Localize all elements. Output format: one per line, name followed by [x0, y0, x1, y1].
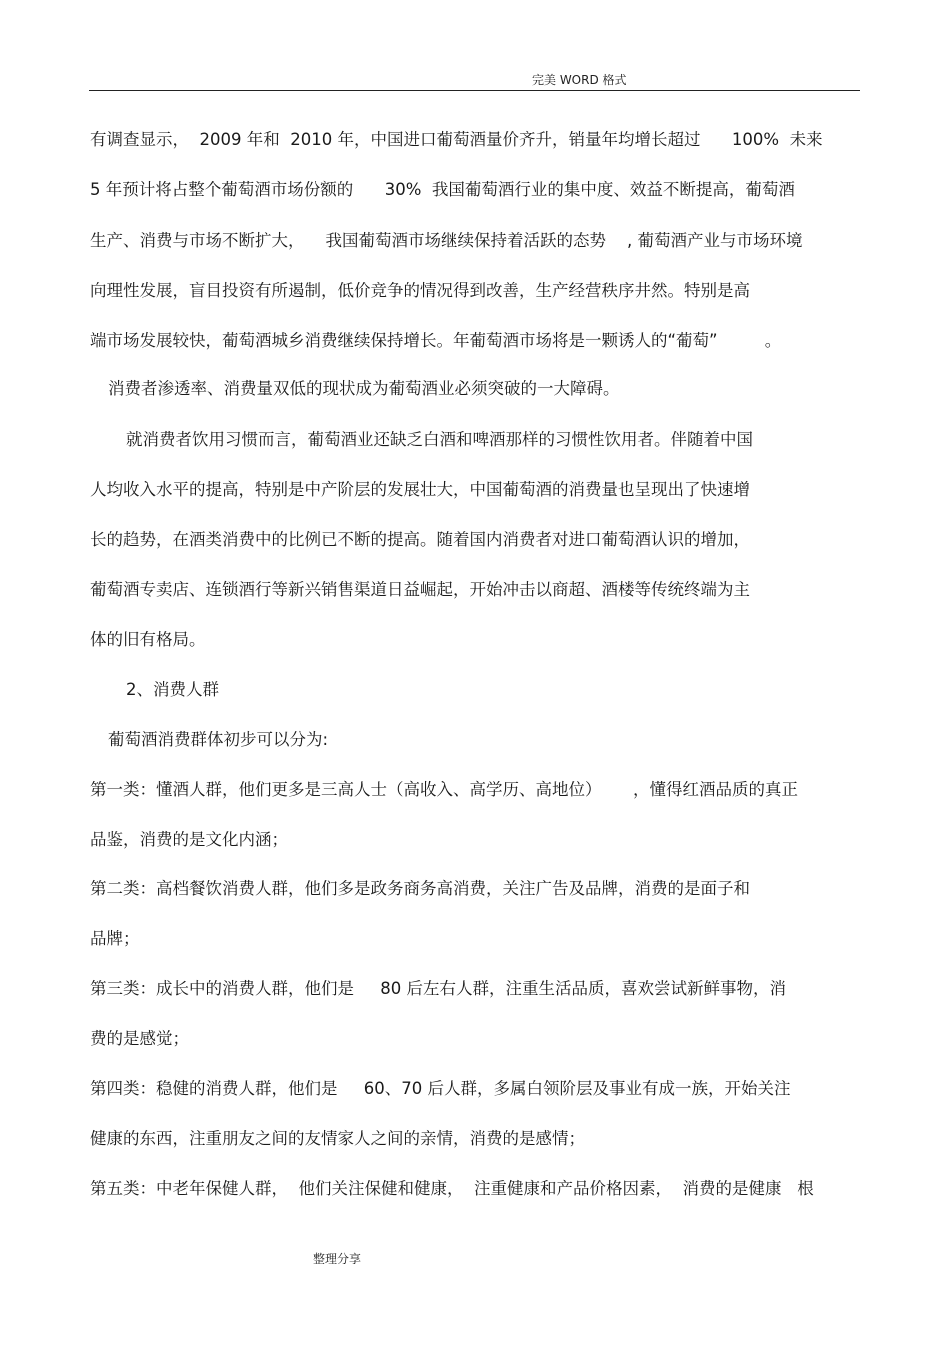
- paragraph-line: 品牌；: [90, 929, 140, 948]
- paragraph-line: 人均收入水平的提高，特别是中产阶层的发展壮大，中国葡萄酒的消费量也呈现出了快速增: [90, 480, 750, 499]
- section-heading: 2、消费人群: [126, 680, 219, 699]
- paragraph-line: 向理性发展，盲目投资有所遏制，低价竞争的情况得到改善，生产经营秩序井然。特别是高: [90, 281, 750, 300]
- page-footer: 整理分享: [313, 1252, 362, 1266]
- paragraph-line: 健康的东西，注重朋友之间的友情家人之间的亲情，消费的是感情；: [90, 1129, 585, 1148]
- paragraph-line: 消费者渗透率、消费量双低的现状成为葡萄酒业必须突破的一大障碍。: [108, 379, 620, 398]
- paragraph-line: 有调查显示， 2009 年和 2010 年，中国进口葡萄酒量价齐升，销量年均增长超过 100% 未来: [90, 130, 823, 149]
- paragraph-line: 费的是感觉；: [90, 1029, 189, 1048]
- page-header: 完美 WORD 格式: [532, 73, 627, 87]
- paragraph-line: 长的趋势，在酒类消费中的比例已不断的提高。随着国内消费者对进口葡萄酒认识的增加，: [90, 530, 750, 549]
- paragraph-line: 第二类：高档餐饮消费人群，他们多是政务商务高消费，关注广告及品牌，消费的是面子和: [90, 879, 750, 898]
- paragraph-line: 第五类：中老年保健人群， 他们关注保健和健康， 注重健康和产品价格因素， 消费的是健康 根: [90, 1179, 814, 1198]
- paragraph-line: 生产、消费与市场不断扩大， 我国葡萄酒市场继续保持着活跃的态势 , 葡萄酒产业与市场环境: [90, 231, 803, 250]
- header-divider: [89, 90, 860, 91]
- paragraph-line: 第三类：成长中的消费人群，他们是 80 后左右人群，注重生活品质，喜欢尝试新鲜事物，消: [90, 979, 786, 998]
- paragraph-line: 第四类：稳健的消费人群，他们是 60、70 后人群，多属白领阶层及事业有成一族，开始关注: [90, 1079, 791, 1098]
- paragraph-line: 品鉴，消费的是文化内涵；: [90, 830, 288, 849]
- paragraph-line: 葡萄酒专卖店、连锁酒行等新兴销售渠道日益崛起，开始冲击以商超、酒楼等传统终端为主: [90, 580, 750, 599]
- paragraph-line: 体的旧有格局。: [90, 630, 206, 649]
- paragraph-line: 5 年预计将占整个葡萄酒市场份额的 30% 我国葡萄酒行业的集中度、效益不断提高，葡萄酒: [90, 180, 795, 199]
- paragraph-line: 就消费者饮用习惯而言，葡萄酒业还缺乏白酒和啤酒那样的习惯性饮用者。伴随着中国: [126, 430, 753, 449]
- paragraph-line: 端市场发展较快，葡萄酒城乡消费继续保持增长。年葡萄酒市场将是一颗诱人的“葡萄” 。: [90, 331, 782, 350]
- paragraph-line: 第一类：懂酒人群，他们更多是三高人士（高收入、高学历、高地位） ，懂得红酒品质的真正: [90, 780, 798, 799]
- paragraph-line: 葡萄酒消费群体初步可以分为:: [108, 730, 329, 749]
